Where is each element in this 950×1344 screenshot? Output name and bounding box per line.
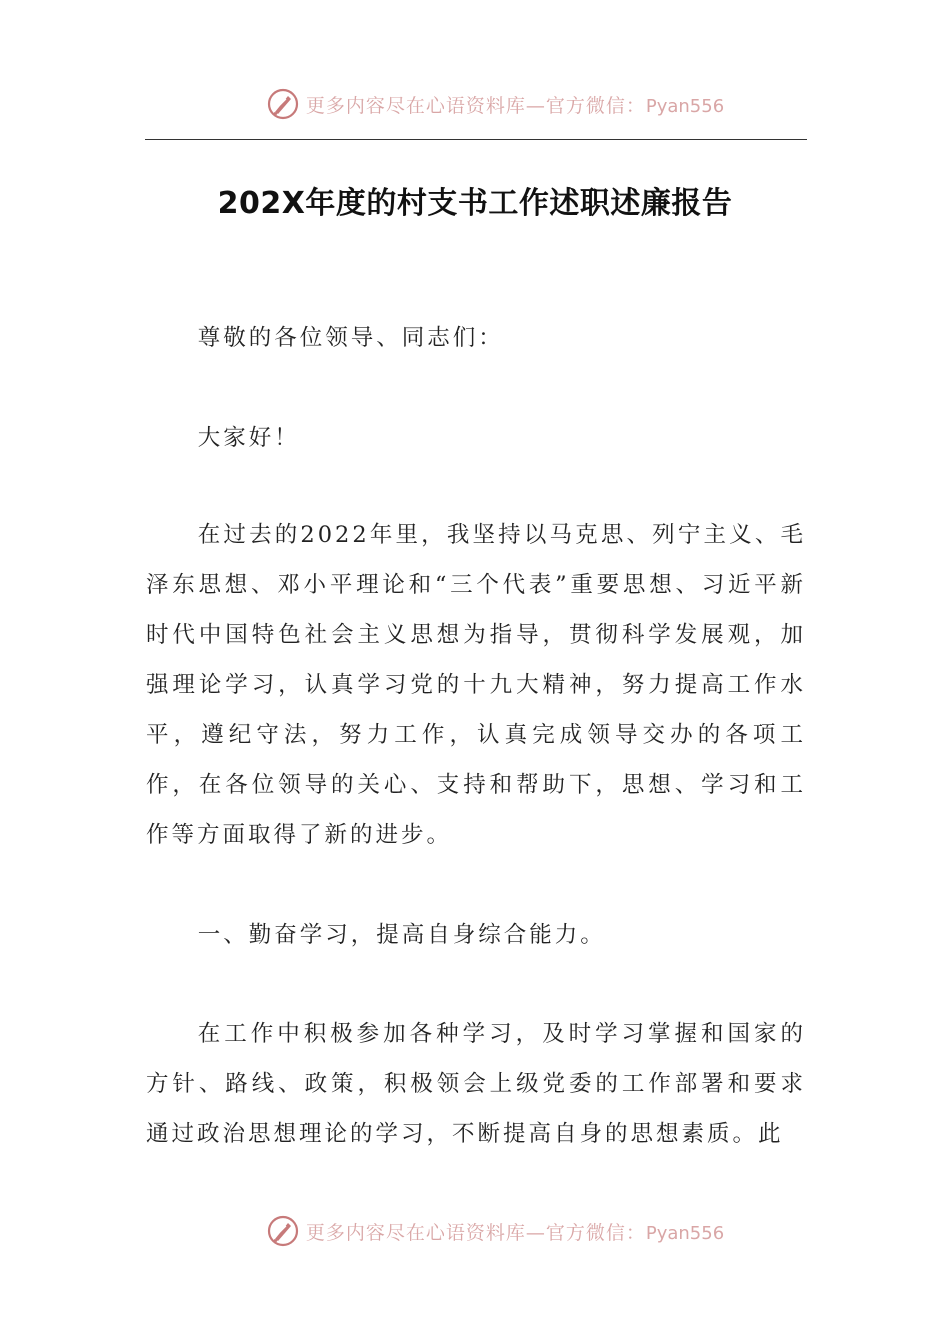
section-1-paragraph: 在工作中积极参加各种学习，及时学习掌握和国家的方针、路线、政策，积极领会上级党委的工作部署和要求通过政治思想理论的学习，不断提高自身的思想素质。此	[146, 1021, 806, 1147]
footer-banner-content	[266, 1214, 724, 1248]
banner-content	[266, 87, 724, 121]
hello-paragraph: 大家好！	[197, 425, 300, 451]
footer-wechat-id: Pyan556	[645, 1222, 725, 1244]
quill-pen-logo-icon	[266, 87, 300, 121]
document-title: 202X年度的村支书工作述职述廉报告	[217, 186, 733, 221]
banner-text: 更多内容尽在心语资料库—官方微信：Pyan556	[305, 94, 725, 117]
header-divider	[145, 139, 807, 140]
section-heading-1: 一、勤奋学习，提高自身综合能力。	[197, 922, 606, 948]
header-watermark-banner	[0, 84, 950, 124]
wechat-id: Pyan556	[645, 95, 725, 117]
intro-paragraph: 在过去的2022年里，我坚持以马克思、列宁主义、毛泽东思想、邓小平理论和“三个代表”重要思想、习近平新时代中国特色社会主义思想为指导，贯彻科学发展观，加强理论学习，认真学习党的十九大精神，努力提高工作水平，遵纪守法，努力工作，认真完成领导交办的各项工作，在各位领导的关心、支持和帮助下，思想、学习和工作等方面取得了新的进步。	[146, 522, 806, 848]
footer-banner-text: 更多内容尽在心语资料库—官方微信：Pyan556	[305, 1221, 725, 1244]
footer-watermark-banner	[0, 1211, 950, 1251]
quill-pen-logo-icon	[266, 1214, 300, 1248]
greeting-paragraph: 尊敬的各位领导、同志们：	[197, 325, 504, 351]
